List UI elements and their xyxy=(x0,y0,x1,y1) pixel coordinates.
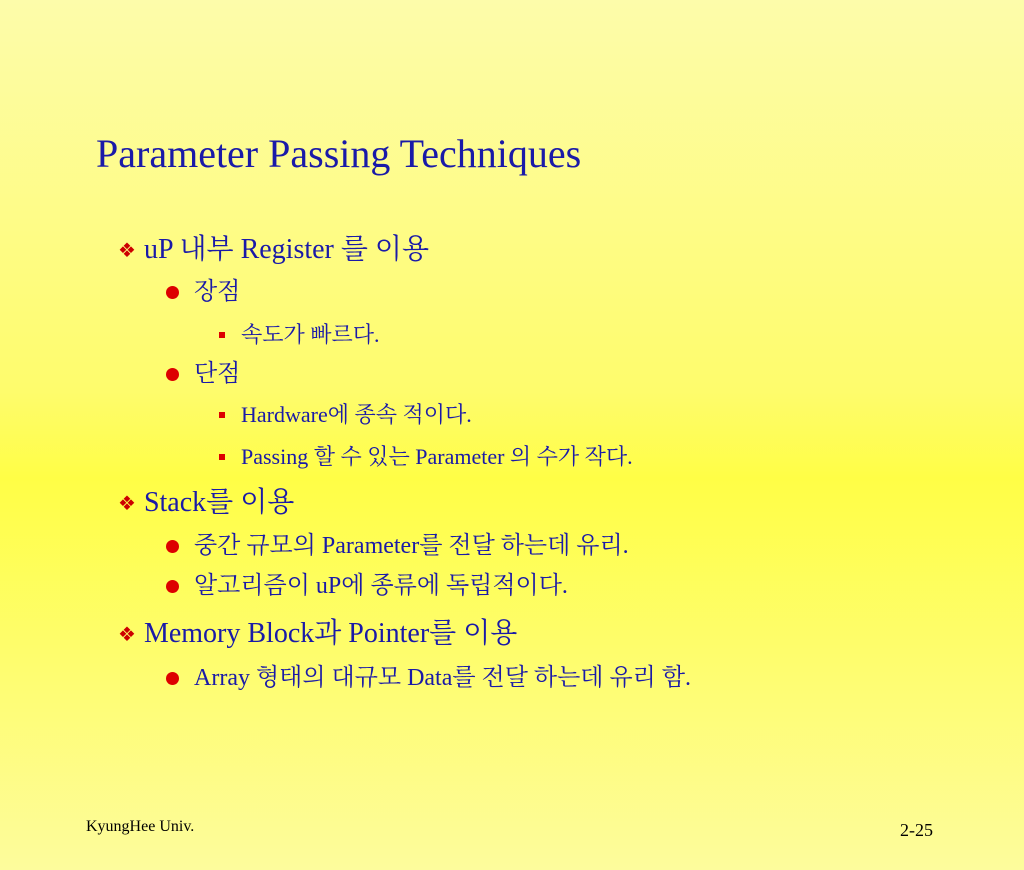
bullet-text: Memory Block과 Pointer를 이용 xyxy=(143,618,518,649)
diamond-bullet-icon: ❖ xyxy=(118,238,136,262)
bullet-level3 xyxy=(219,320,380,350)
bullet-text: uP 내부 Register 를 이용 xyxy=(143,234,430,265)
bullet-text: Passing 할 수 있는 Parameter 의 수가 작다. xyxy=(241,444,633,469)
bullet-text: 단점 xyxy=(194,361,241,387)
bullet-level1 xyxy=(118,616,517,652)
bullet-text: 장점 xyxy=(194,279,241,305)
circle-bullet-icon xyxy=(166,540,179,553)
square-bullet-icon xyxy=(219,332,225,338)
bullet-level2 xyxy=(166,662,691,694)
bullet-level2 xyxy=(166,358,240,390)
diamond-bullet-icon: ❖ xyxy=(118,491,136,515)
circle-bullet-icon xyxy=(166,672,179,685)
square-bullet-icon xyxy=(219,412,225,418)
bullet-level2 xyxy=(166,276,240,308)
bullet-level2 xyxy=(166,530,629,562)
bullet-text: Hardware에 종속 적이다. xyxy=(241,402,472,427)
circle-bullet-icon xyxy=(166,580,179,593)
bullet-level1 xyxy=(118,485,294,521)
bullet-text: 중간 규모의 Parameter를 전달 하는데 유리. xyxy=(194,533,629,559)
bullet-text: Array 형태의 대규모 Data를 전달 하는데 유리 함. xyxy=(194,665,692,691)
bullet-level3 xyxy=(219,442,633,472)
page-number: 2-25 xyxy=(900,820,933,840)
diamond-bullet-icon: ❖ xyxy=(118,622,136,646)
bullet-text: Stack를 이용 xyxy=(143,487,295,518)
bullet-level1 xyxy=(118,232,429,268)
bullet-level2 xyxy=(166,570,568,602)
bullet-text: 알고리즘이 uP에 종류에 독립적이다. xyxy=(194,573,568,599)
bullet-text: 속도가 빠르다. xyxy=(241,322,380,347)
slide-title: Parameter Passing Techniques xyxy=(96,131,582,176)
bullet-level3 xyxy=(219,400,472,430)
footer-institution: KyungHee Univ. xyxy=(86,818,195,835)
circle-bullet-icon xyxy=(166,286,179,299)
square-bullet-icon xyxy=(219,454,225,460)
circle-bullet-icon xyxy=(166,368,179,381)
